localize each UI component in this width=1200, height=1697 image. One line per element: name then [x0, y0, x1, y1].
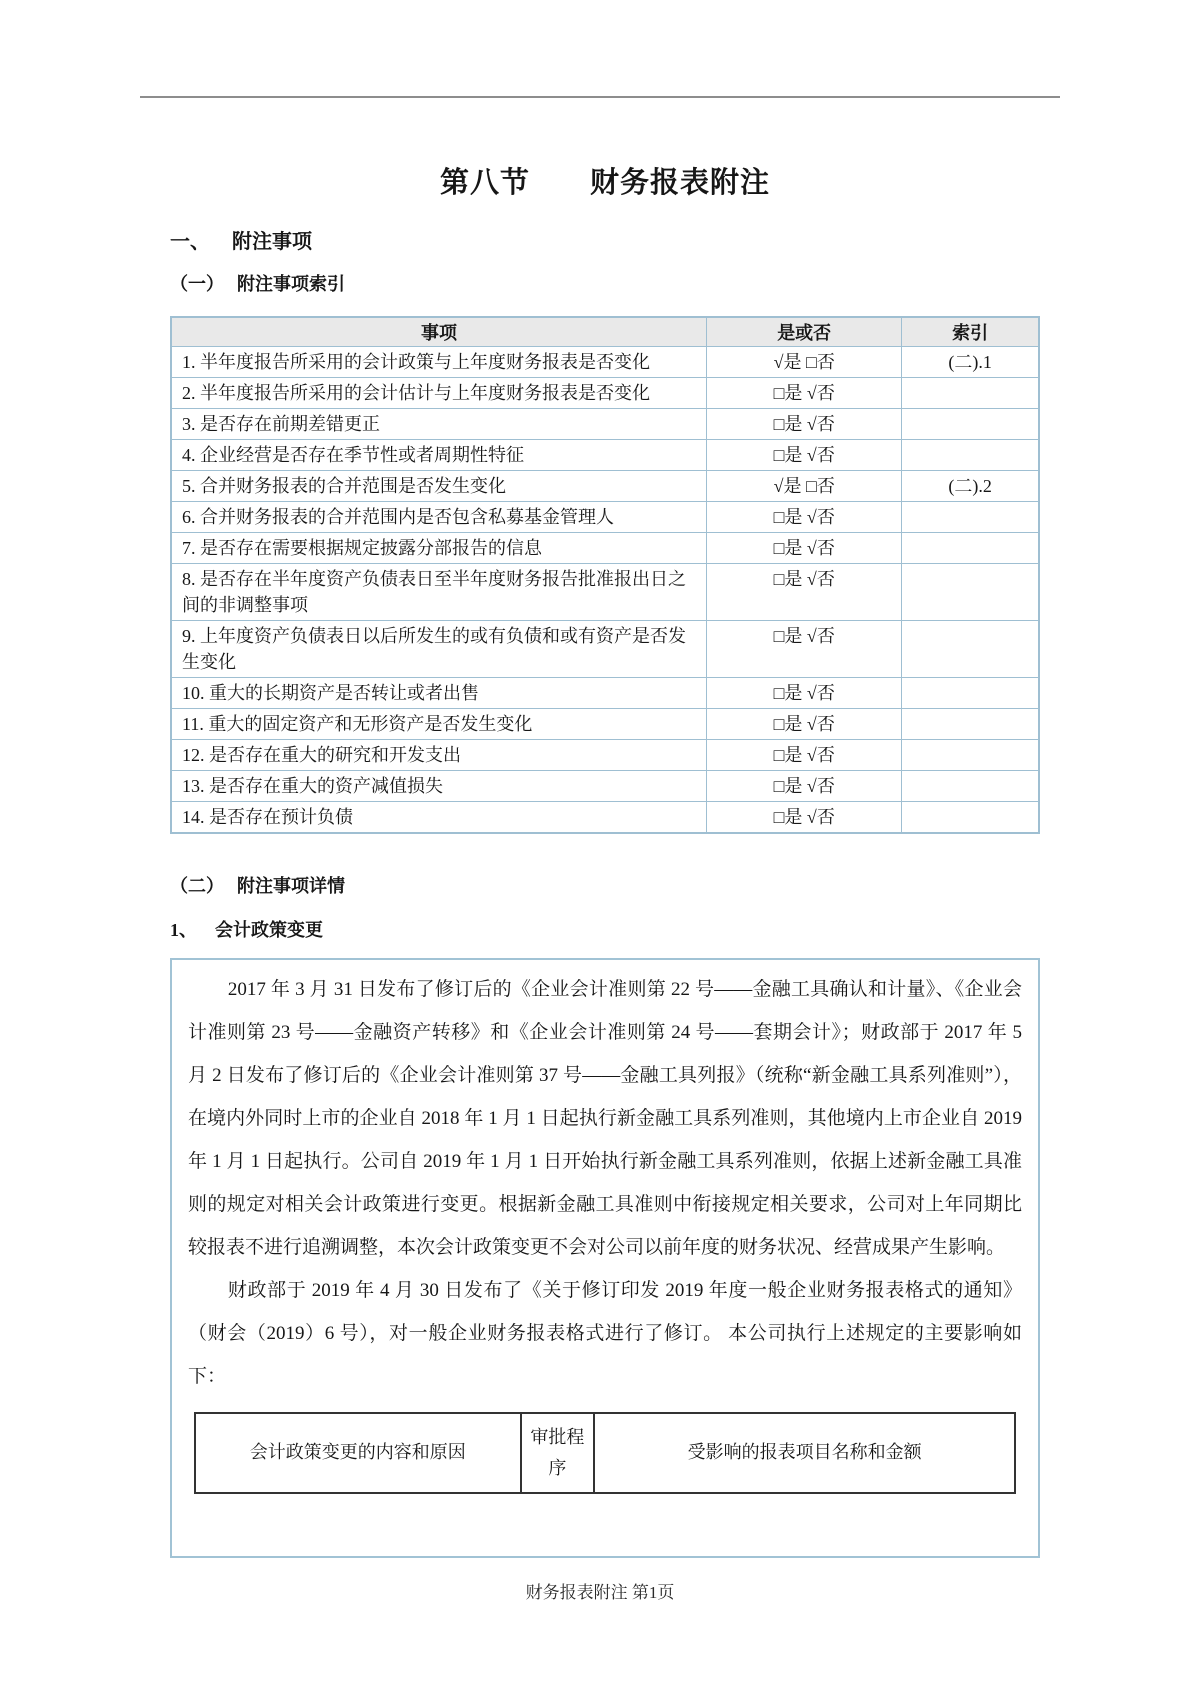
choice-cell: □是 √否 [707, 739, 902, 770]
item-cell: 9. 上年度资产负债表日以后所发生的或有负债和或有资产是否发生变化 [171, 620, 707, 677]
item-cell: 2. 半年度报告所采用的会计估计与上年度财务报表是否变化 [171, 377, 707, 408]
index-cell [902, 377, 1039, 408]
item-cell: 5. 合并财务报表的合并范围是否发生变化 [171, 470, 707, 501]
section-label: 附注事项 [232, 231, 312, 253]
choice-cell: □是 √否 [707, 708, 902, 739]
subsection-heading-accounting-policy-change [170, 916, 1040, 942]
subsection-label: 会计政策变更 [215, 919, 323, 940]
index-cell: (二).1 [902, 346, 1039, 377]
index-cell [902, 801, 1039, 833]
choice-cell: □是 √否 [707, 408, 902, 439]
subsection-number: （二） [170, 875, 224, 896]
header-cell-affected-items: 受影响的报表项目名称和金额 [594, 1413, 1015, 1493]
page-content [170, 0, 1040, 1558]
policy-change-table [194, 1412, 1016, 1494]
header-cell-index: 索引 [902, 317, 1039, 346]
table-row [171, 739, 1039, 770]
index-cell [902, 563, 1039, 620]
details-block [170, 958, 1040, 1558]
index-cell [902, 677, 1039, 708]
index-cell [902, 532, 1039, 563]
item-cell: 8. 是否存在半年度资产负债表日至半年度财务报告批准报出日之间的非调整事项 [171, 563, 707, 620]
index-cell [902, 708, 1039, 739]
paragraph: 2017 年 3 月 31 日发布了修订后的《企业会计准则第 22 号——金融工具确认和计量》、《企业会计准则第 23 号——金融资产转移》和《企业会计准则第 24 号——套期会计》；财政部于 2017 年 5 月 2 日发布了修订后的《企业会计准则第 37 号——金融工具列报》（统称“新金融工具系列准则”），在境内外同时上市的企业自 2018 年 1 月 1 日起执行新金融工具系列准则，其他境内上市企业自 2019 年 1 月 1 日起执行。公司自 2019 年 1 月 1 日开始执行新金融工具系列准则，依据上述新金融工具准则的规定对相关会计政策进行变更。根据新金融工具准则中衔接规定相关要求，公司对上年同期比较报表不进行追溯调整，本次会计政策变更不会对公司以前年度的财务状况、经营成果产生影响。 [188, 978, 1022, 1258]
subsection-heading-index [170, 270, 1040, 296]
choice-cell: □是 √否 [707, 770, 902, 801]
page-title: 第八节 财务报表附注 [439, 167, 770, 199]
table-row [171, 708, 1039, 739]
item-cell: 10. 重大的长期资产是否转让或者出售 [171, 677, 707, 708]
item-cell: 3. 是否存在前期差错更正 [171, 408, 707, 439]
item-cell: 12. 是否存在重大的研究和开发支出 [171, 739, 707, 770]
index-cell [902, 408, 1039, 439]
table-row [171, 563, 1039, 620]
item-cell: 7. 是否存在需要根据规定披露分部报告的信息 [171, 532, 707, 563]
item-cell: 14. 是否存在预计负债 [171, 801, 707, 833]
table-row [171, 620, 1039, 677]
choice-cell: □是 √否 [707, 563, 902, 620]
subsection-heading-details [170, 872, 1040, 898]
section-heading-note-items [170, 225, 1040, 254]
table-row [171, 770, 1039, 801]
table-header-row [171, 317, 1039, 346]
choice-cell: □是 √否 [707, 377, 902, 408]
index-cell [902, 739, 1039, 770]
index-cell [902, 620, 1039, 677]
index-cell [902, 770, 1039, 801]
item-cell: 4. 企业经营是否存在季节性或者周期性特征 [171, 439, 707, 470]
page-footer: 财务报表附注 第1页 [525, 1583, 675, 1602]
choice-cell: √是 □否 [707, 470, 902, 501]
paragraph: 财政部于 2019 年 4 月 30 日发布了《关于修订印发 2019 年度一般企业财务报表格式的通知》（财会（2019）6 号），对一般企业财务报表格式进行了修订。 本公司执行上述规定的主要影响如下： [188, 1279, 1022, 1387]
header-cell-yesno: 是或否 [707, 317, 902, 346]
subsection-number: （一） [170, 274, 224, 294]
table-row [171, 801, 1039, 833]
choice-cell: □是 √否 [707, 677, 902, 708]
section-number: 一、 [170, 231, 210, 253]
table-row [171, 532, 1039, 563]
item-cell: 13. 是否存在重大的资产减值损失 [171, 770, 707, 801]
table-row [171, 439, 1039, 470]
choice-cell: □是 √否 [707, 532, 902, 563]
item-cell: 1. 半年度报告所采用的会计政策与上年度财务报表是否变化 [171, 346, 707, 377]
choice-cell: □是 √否 [707, 620, 902, 677]
table-row [171, 346, 1039, 377]
item-cell: 6. 合并财务报表的合并范围内是否包含私募基金管理人 [171, 501, 707, 532]
header-cell-item: 事项 [171, 317, 707, 346]
choice-cell: √是 □否 [707, 346, 902, 377]
table-row [171, 677, 1039, 708]
table-row [171, 408, 1039, 439]
index-cell [902, 501, 1039, 532]
choice-cell: □是 √否 [707, 501, 902, 532]
index-cell [902, 439, 1039, 470]
table-row [171, 501, 1039, 532]
choice-cell: □是 √否 [707, 801, 902, 833]
subsection-label: 附注事项索引 [237, 274, 345, 294]
subsection-number: 1、 [170, 919, 197, 940]
table-row [171, 470, 1039, 501]
table-row [171, 377, 1039, 408]
choice-cell: □是 √否 [707, 439, 902, 470]
subsection-label: 附注事项详情 [237, 875, 345, 896]
header-cell-approval-procedure: 审批程序 [521, 1413, 595, 1493]
index-table [170, 316, 1040, 834]
header-cell-change-content: 会计政策变更的内容和原因 [195, 1413, 521, 1493]
index-cell: (二).2 [902, 470, 1039, 501]
item-cell: 11. 重大的固定资产和无形资产是否发生变化 [171, 708, 707, 739]
table-header-row [195, 1413, 1015, 1493]
